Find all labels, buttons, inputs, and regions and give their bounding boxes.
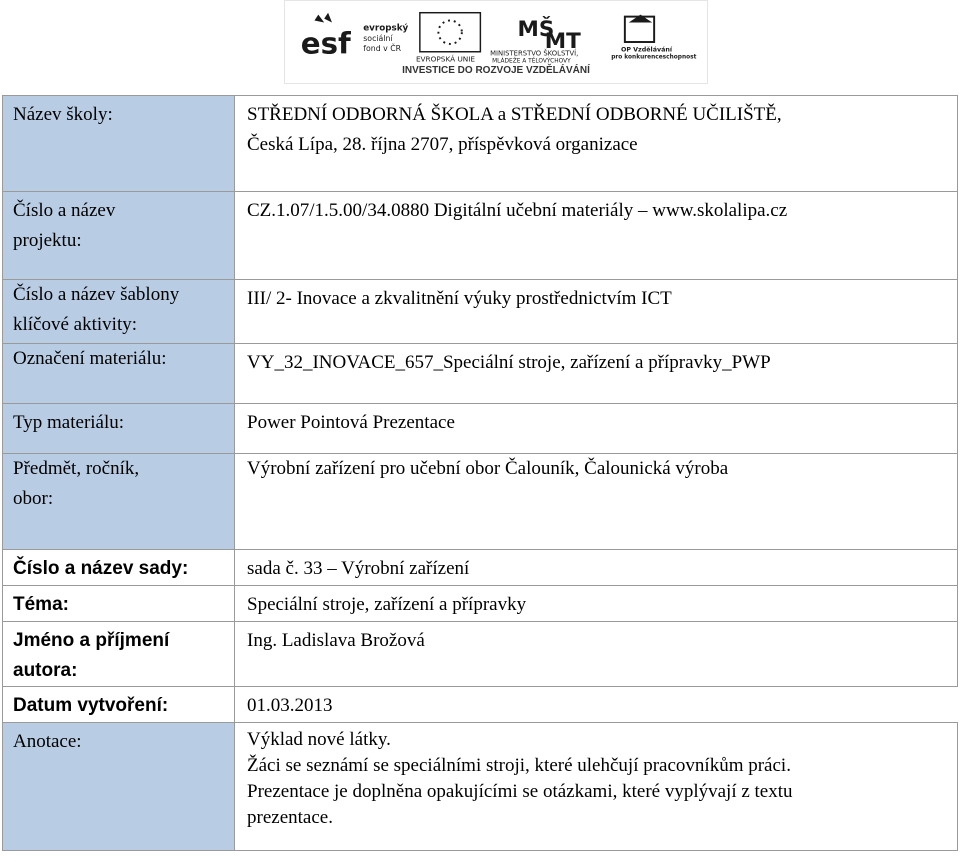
svg-text:MINISTERSTVO ŠKOLSTVÍ,: MINISTERSTVO ŠKOLSTVÍ,	[490, 49, 579, 58]
logo-banner	[284, 0, 708, 84]
op-logo	[611, 15, 696, 61]
date-value: 01.03.2013	[235, 687, 958, 723]
template-label-line-1: Číslo a název šablony	[13, 284, 180, 305]
marking-label: Označení materiálu:	[3, 344, 235, 404]
set-value: sada č. 33 – Výrobní zařízení	[235, 550, 958, 586]
svg-text:MT: MT	[544, 28, 581, 54]
logo-caption: INVESTICE DO ROZVOJE VZDĚLÁVÁNÍ	[402, 65, 590, 76]
date-label: Datum vytvoření:	[3, 687, 235, 723]
school-value	[235, 96, 958, 192]
material-info-table	[2, 95, 958, 851]
subject-label	[3, 454, 235, 550]
svg-text:MLÁDEŽE A TĚLOVÝCHOVY: MLÁDEŽE A TĚLOVÝCHOVY	[492, 58, 571, 65]
annotation-line-3: Prezentace je doplněna opakujícími se otázkami, které vyplývají z textu	[247, 781, 793, 802]
row-project	[3, 192, 958, 280]
esf-logo	[299, 11, 409, 61]
row-marking	[3, 344, 958, 404]
svg-text:sociální: sociální	[363, 34, 393, 44]
svg-text:MŠ: MŠ	[517, 17, 555, 43]
msmt-logo	[490, 16, 581, 64]
type-label: Typ materiálu:	[3, 404, 235, 454]
row-author	[3, 622, 958, 687]
template-value: III/ 2- Inovace a zkvalitnění výuky prostřednictvím ICT	[235, 280, 958, 344]
author-label-line-1: Jméno a příjmení	[13, 630, 170, 651]
row-template	[3, 280, 958, 344]
annotation-line-4: prezentace.	[247, 807, 333, 828]
row-annotation	[3, 723, 958, 851]
project-label	[3, 192, 235, 280]
eu-flag-logo	[416, 13, 480, 64]
author-label-line-2: autora:	[13, 660, 78, 681]
row-subject	[3, 454, 958, 550]
annotation-value	[235, 723, 958, 851]
svg-text:evropský: evropský	[363, 23, 409, 34]
svg-text:pro konkurenceschopnost: pro konkurenceschopnost	[611, 54, 697, 61]
marking-value: VY_32_INOVACE_657_Speciální stroje, zařízení a přípravky_PWP	[235, 344, 958, 404]
template-label	[3, 280, 235, 344]
svg-text:EVROPSKÁ UNIE: EVROPSKÁ UNIE	[415, 54, 476, 64]
set-label: Číslo a název sady:	[3, 550, 235, 586]
template-label-line-2: klíčové aktivity:	[13, 314, 138, 335]
author-label	[3, 622, 235, 687]
author-value: Ing. Ladislava Brožová	[235, 622, 958, 687]
row-date	[3, 687, 958, 723]
school-value-line-1: STŘEDNÍ ODBORNÁ ŠKOLA a STŘEDNÍ ODBORNÉ UČILIŠTĚ,	[247, 104, 782, 125]
school-label: Název školy:	[3, 96, 235, 192]
subject-label-line-2: obor:	[13, 488, 54, 509]
annotation-line-2: Žáci se seznámí se speciálními stroji, které ulehčují pracovníkům práci.	[247, 755, 791, 776]
annotation-label: Anotace:	[3, 723, 235, 851]
subject-value: Výrobní zařízení pro učební obor Čalouník, Čalounická výroba	[235, 454, 958, 550]
school-value-line-2: Česká Lípa, 28. října 2707, příspěvková organizace	[247, 134, 638, 155]
theme-value: Speciální stroje, zařízení a přípravky	[235, 586, 958, 622]
project-value: CZ.1.07/1.5.00/34.0880 Digitální učební materiály – www.skolalipa.cz	[235, 192, 958, 280]
row-theme	[3, 586, 958, 622]
row-school	[3, 96, 958, 192]
svg-text:OP Vzdělávání: OP Vzdělávání	[620, 46, 673, 54]
project-label-line-1: Číslo a název	[13, 200, 116, 221]
type-value: Power Pointová Prezentace	[235, 404, 958, 454]
esf-mark: esf	[300, 26, 351, 61]
svg-text:fond v ČR: fond v ČR	[363, 43, 402, 53]
row-set	[3, 550, 958, 586]
row-type	[3, 404, 958, 454]
subject-label-line-1: Předmět, ročník,	[13, 458, 140, 479]
project-label-line-2: projektu:	[13, 230, 82, 251]
theme-label: Téma:	[3, 586, 235, 622]
annotation-line-1: Výklad nové látky.	[247, 729, 391, 750]
